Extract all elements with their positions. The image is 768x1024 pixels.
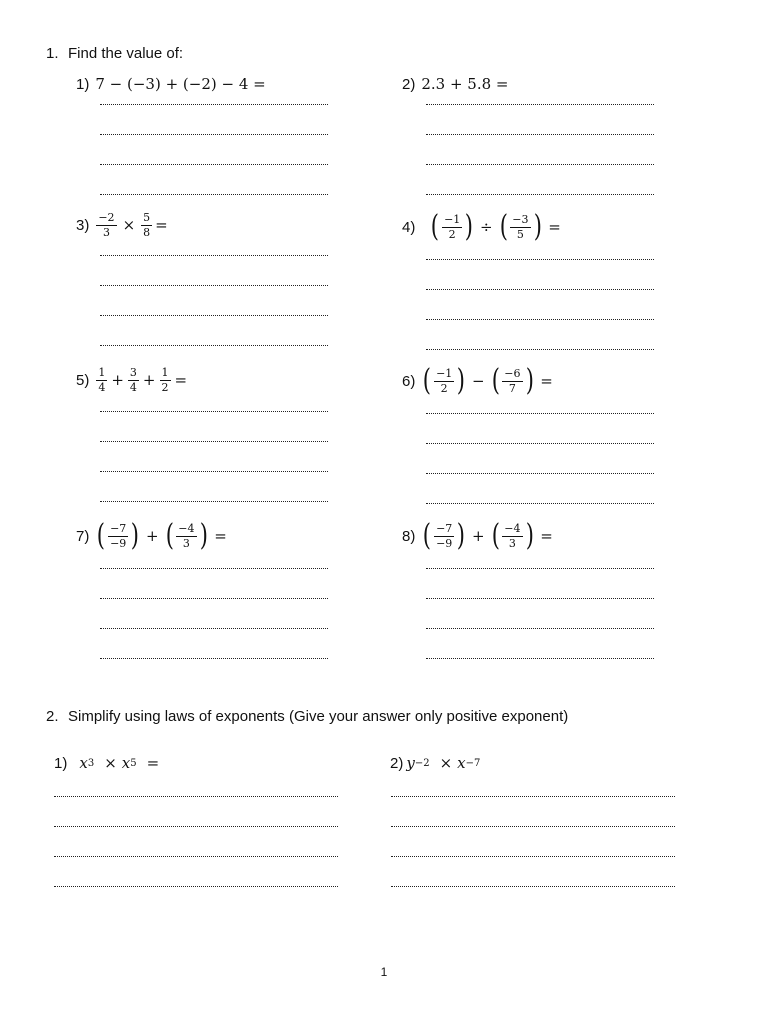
answer-line[interactable] — [426, 289, 654, 290]
problem-1-6 — [402, 363, 558, 398]
problem-expression: x 3 × x 5 = — [79, 754, 160, 772]
problem-1-3 — [76, 212, 173, 238]
problem-2-1 — [54, 754, 164, 772]
fraction: $\frac{-4}{3}$ — [178, 521, 195, 550]
section-1-heading — [46, 45, 183, 62]
answer-line[interactable] — [100, 441, 328, 442]
problem-label: 2) — [402, 75, 416, 93]
problem-1-8 — [402, 518, 558, 553]
answer-line[interactable] — [54, 826, 338, 827]
answer-line[interactable] — [426, 259, 654, 260]
operator: × — [122, 216, 136, 235]
fraction: $\frac{-7}{-9}$ — [436, 521, 453, 550]
answer-line[interactable] — [100, 628, 328, 629]
fraction: $\frac{1}{4}$ — [98, 366, 106, 394]
answer-line[interactable] — [426, 503, 654, 504]
problem-expression: ( $\frac{-1}{2}$ ) ÷ ( $\frac{-3}{5}$ ) = — [431, 209, 561, 244]
fraction: $\frac{5}{8}$ — [143, 211, 151, 239]
problem-expression: ( $\frac{-7}{-9}$ ) + ( $\frac{-4}{3}$ ) = — [423, 518, 553, 553]
operator: × — [104, 754, 117, 772]
problem-1-1 — [76, 75, 266, 93]
problem-1-2 — [402, 75, 509, 93]
equals-sign: = — [174, 371, 188, 390]
answer-line[interactable] — [54, 886, 338, 887]
operator: + — [146, 527, 159, 545]
answer-line[interactable] — [391, 886, 675, 887]
section-1-title: Find the value of: — [68, 45, 184, 62]
answer-line[interactable] — [426, 194, 654, 195]
equals-sign: = — [146, 754, 160, 772]
answer-line[interactable] — [426, 658, 654, 659]
answer-line[interactable] — [100, 598, 328, 599]
answer-line[interactable] — [54, 856, 338, 857]
answer-line[interactable] — [426, 473, 654, 474]
problem-label: 7) — [76, 527, 90, 545]
fraction: $\frac{1}{2}$ — [161, 366, 169, 394]
problem-label: 1) — [54, 754, 68, 772]
answer-line[interactable] — [426, 568, 654, 569]
problem-expression — [95, 367, 192, 393]
answer-line[interactable] — [391, 856, 675, 857]
answer-line[interactable] — [391, 796, 675, 797]
answer-line[interactable] — [100, 104, 328, 105]
operator: + — [142, 371, 156, 390]
answer-line[interactable] — [426, 104, 654, 105]
equals-sign: = — [540, 372, 553, 390]
equals-sign: = — [155, 216, 168, 235]
answer-line[interactable] — [100, 658, 328, 659]
operator: × — [439, 754, 453, 772]
problem-label: 3) — [76, 216, 90, 234]
answer-line[interactable] — [426, 164, 654, 165]
fraction: $\frac{-7}{-9}$ — [110, 521, 127, 550]
fraction: $\frac{-3}{5}$ — [512, 212, 529, 241]
problem-expression: 7 − (−3) + (−2) − 4 = — [95, 75, 266, 93]
problem-1-4 — [402, 209, 566, 244]
problem-expression: y −2 × x −7 — [406, 754, 481, 772]
problem-1-5 — [76, 367, 192, 393]
answer-line[interactable] — [426, 628, 654, 629]
problem-expression: 2.3 + 5.8 = — [421, 75, 509, 93]
answer-line[interactable] — [426, 443, 654, 444]
problem-label: 8) — [402, 527, 416, 545]
answer-line[interactable] — [100, 501, 328, 502]
answer-line[interactable] — [100, 285, 328, 286]
fraction: $\frac{3}{4}$ — [129, 366, 137, 394]
equals-sign: = — [214, 527, 227, 545]
equals-sign: = — [540, 527, 553, 545]
answer-line[interactable] — [426, 349, 654, 350]
problem-label: 5) — [76, 371, 90, 389]
problem-label: 2) — [390, 754, 404, 772]
fraction: $\frac{-1}{2}$ — [436, 366, 453, 395]
operator: + — [111, 371, 124, 390]
answer-line[interactable] — [391, 826, 675, 827]
problem-expression: ( $\frac{-7}{-9}$ ) + ( $\frac{-4}{3}$ ) = — [97, 518, 227, 553]
equals-sign: = — [548, 218, 561, 236]
fraction: $\frac{-6}{7}$ — [504, 366, 521, 395]
problem-label: 6) — [402, 372, 416, 390]
answer-line[interactable] — [100, 568, 328, 569]
problem-2-2 — [390, 754, 480, 772]
answer-line[interactable] — [100, 255, 328, 256]
answer-line[interactable] — [100, 315, 328, 316]
answer-line[interactable] — [100, 134, 328, 135]
page-number: 1 — [380, 965, 388, 979]
fraction: $\frac{-4}{3}$ — [504, 521, 521, 550]
answer-line[interactable] — [426, 319, 654, 320]
section-2-number: 2. — [46, 708, 59, 725]
section-2-title: Simplify using laws of exponents (Give your answer only positive exponent) — [68, 708, 569, 725]
answer-line[interactable] — [426, 134, 654, 135]
fraction: $\frac{-1}{2}$ — [444, 212, 461, 241]
answer-line[interactable] — [426, 413, 654, 414]
answer-line[interactable] — [100, 164, 328, 165]
answer-line[interactable] — [426, 598, 654, 599]
answer-line[interactable] — [100, 471, 328, 472]
answer-line[interactable] — [100, 345, 328, 346]
operator: ÷ — [480, 218, 493, 236]
answer-line[interactable] — [54, 796, 338, 797]
problem-label: 4) — [402, 218, 416, 236]
operator: + — [472, 527, 485, 545]
problem-expression — [95, 212, 172, 238]
problem-expression: ( $\frac{-1}{2}$ ) − ( $\frac{-6}{7}$ ) = — [423, 363, 553, 398]
section-1-number: 1. — [46, 45, 59, 62]
section-2-heading — [46, 708, 568, 725]
problem-label: 1) — [76, 75, 90, 93]
answer-line[interactable] — [100, 194, 328, 195]
fraction: $\frac{-2}{3}$ — [98, 211, 115, 239]
problem-1-7 — [76, 518, 232, 553]
answer-line[interactable] — [100, 411, 328, 412]
operator: − — [472, 372, 485, 390]
